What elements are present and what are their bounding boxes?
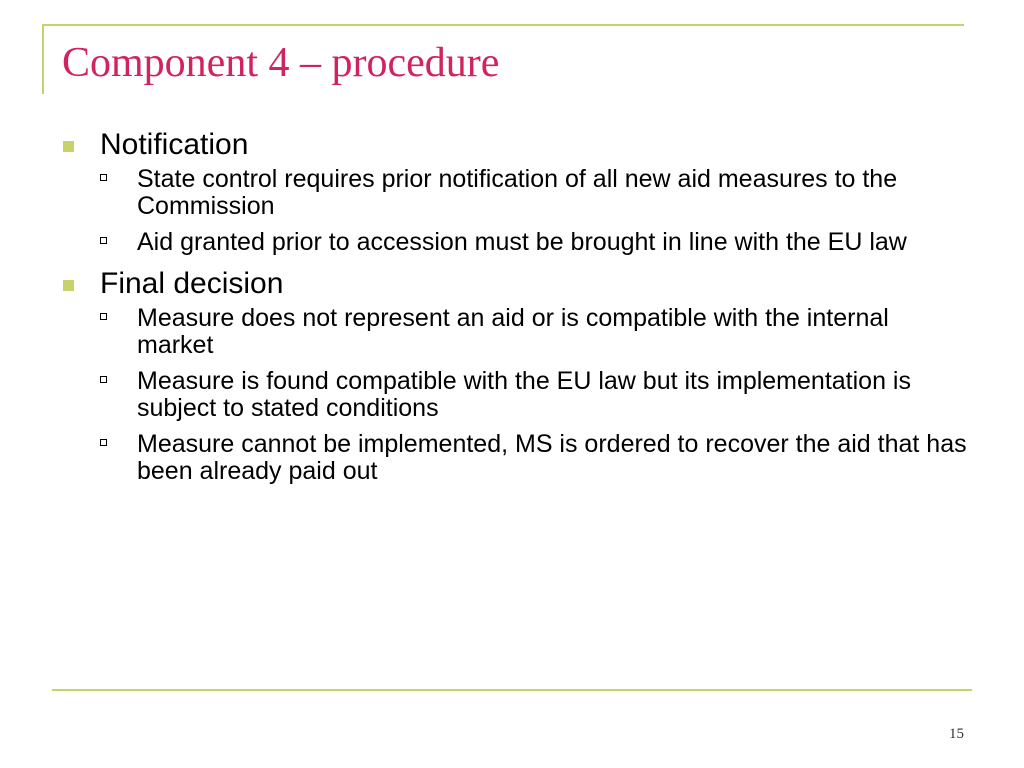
square-bullet-icon — [63, 280, 74, 291]
sub-bullet-item — [62, 431, 972, 485]
page-number: 15 — [949, 726, 964, 742]
final-decision-sublist — [62, 305, 972, 485]
sub-bullet-text: Measure is found compatible with the EU law but its implementation is subject to stated conditions — [137, 367, 911, 422]
slide-title: Component 4 – procedure — [62, 40, 500, 86]
sub-bullet-text: Measure cannot be implemented, MS is ordered to recover the aid that has been already paid out — [137, 430, 967, 485]
bullet-heading: Final decision — [100, 267, 284, 300]
hollow-square-bullet-icon — [100, 313, 107, 320]
hollow-square-bullet-icon — [100, 376, 107, 383]
bullet-heading: Notification — [100, 128, 249, 161]
left-frame-line — [42, 24, 44, 94]
sub-bullet-text: Measure does not represent an aid or is compatible with the internal market — [137, 304, 889, 359]
sub-bullet-item — [62, 166, 972, 220]
notification-sublist — [62, 166, 972, 256]
sub-bullet-item — [62, 305, 972, 359]
bullet-final-decision — [62, 265, 972, 303]
bottom-divider-line — [52, 689, 972, 691]
hollow-square-bullet-icon — [100, 174, 107, 181]
hollow-square-bullet-icon — [100, 439, 107, 446]
sub-bullet-item — [62, 229, 972, 256]
square-bullet-icon — [63, 141, 74, 152]
hollow-square-bullet-icon — [100, 237, 107, 244]
sub-bullet-text: State control requires prior notification of all new aid measures to the Commission — [137, 165, 898, 220]
bullet-notification — [62, 126, 972, 164]
sub-bullet-text: Aid granted prior to accession must be brought in line with the EU law — [137, 228, 907, 256]
top-frame-line — [42, 24, 964, 26]
slide-content — [62, 126, 972, 494]
sub-bullet-item — [62, 368, 972, 422]
